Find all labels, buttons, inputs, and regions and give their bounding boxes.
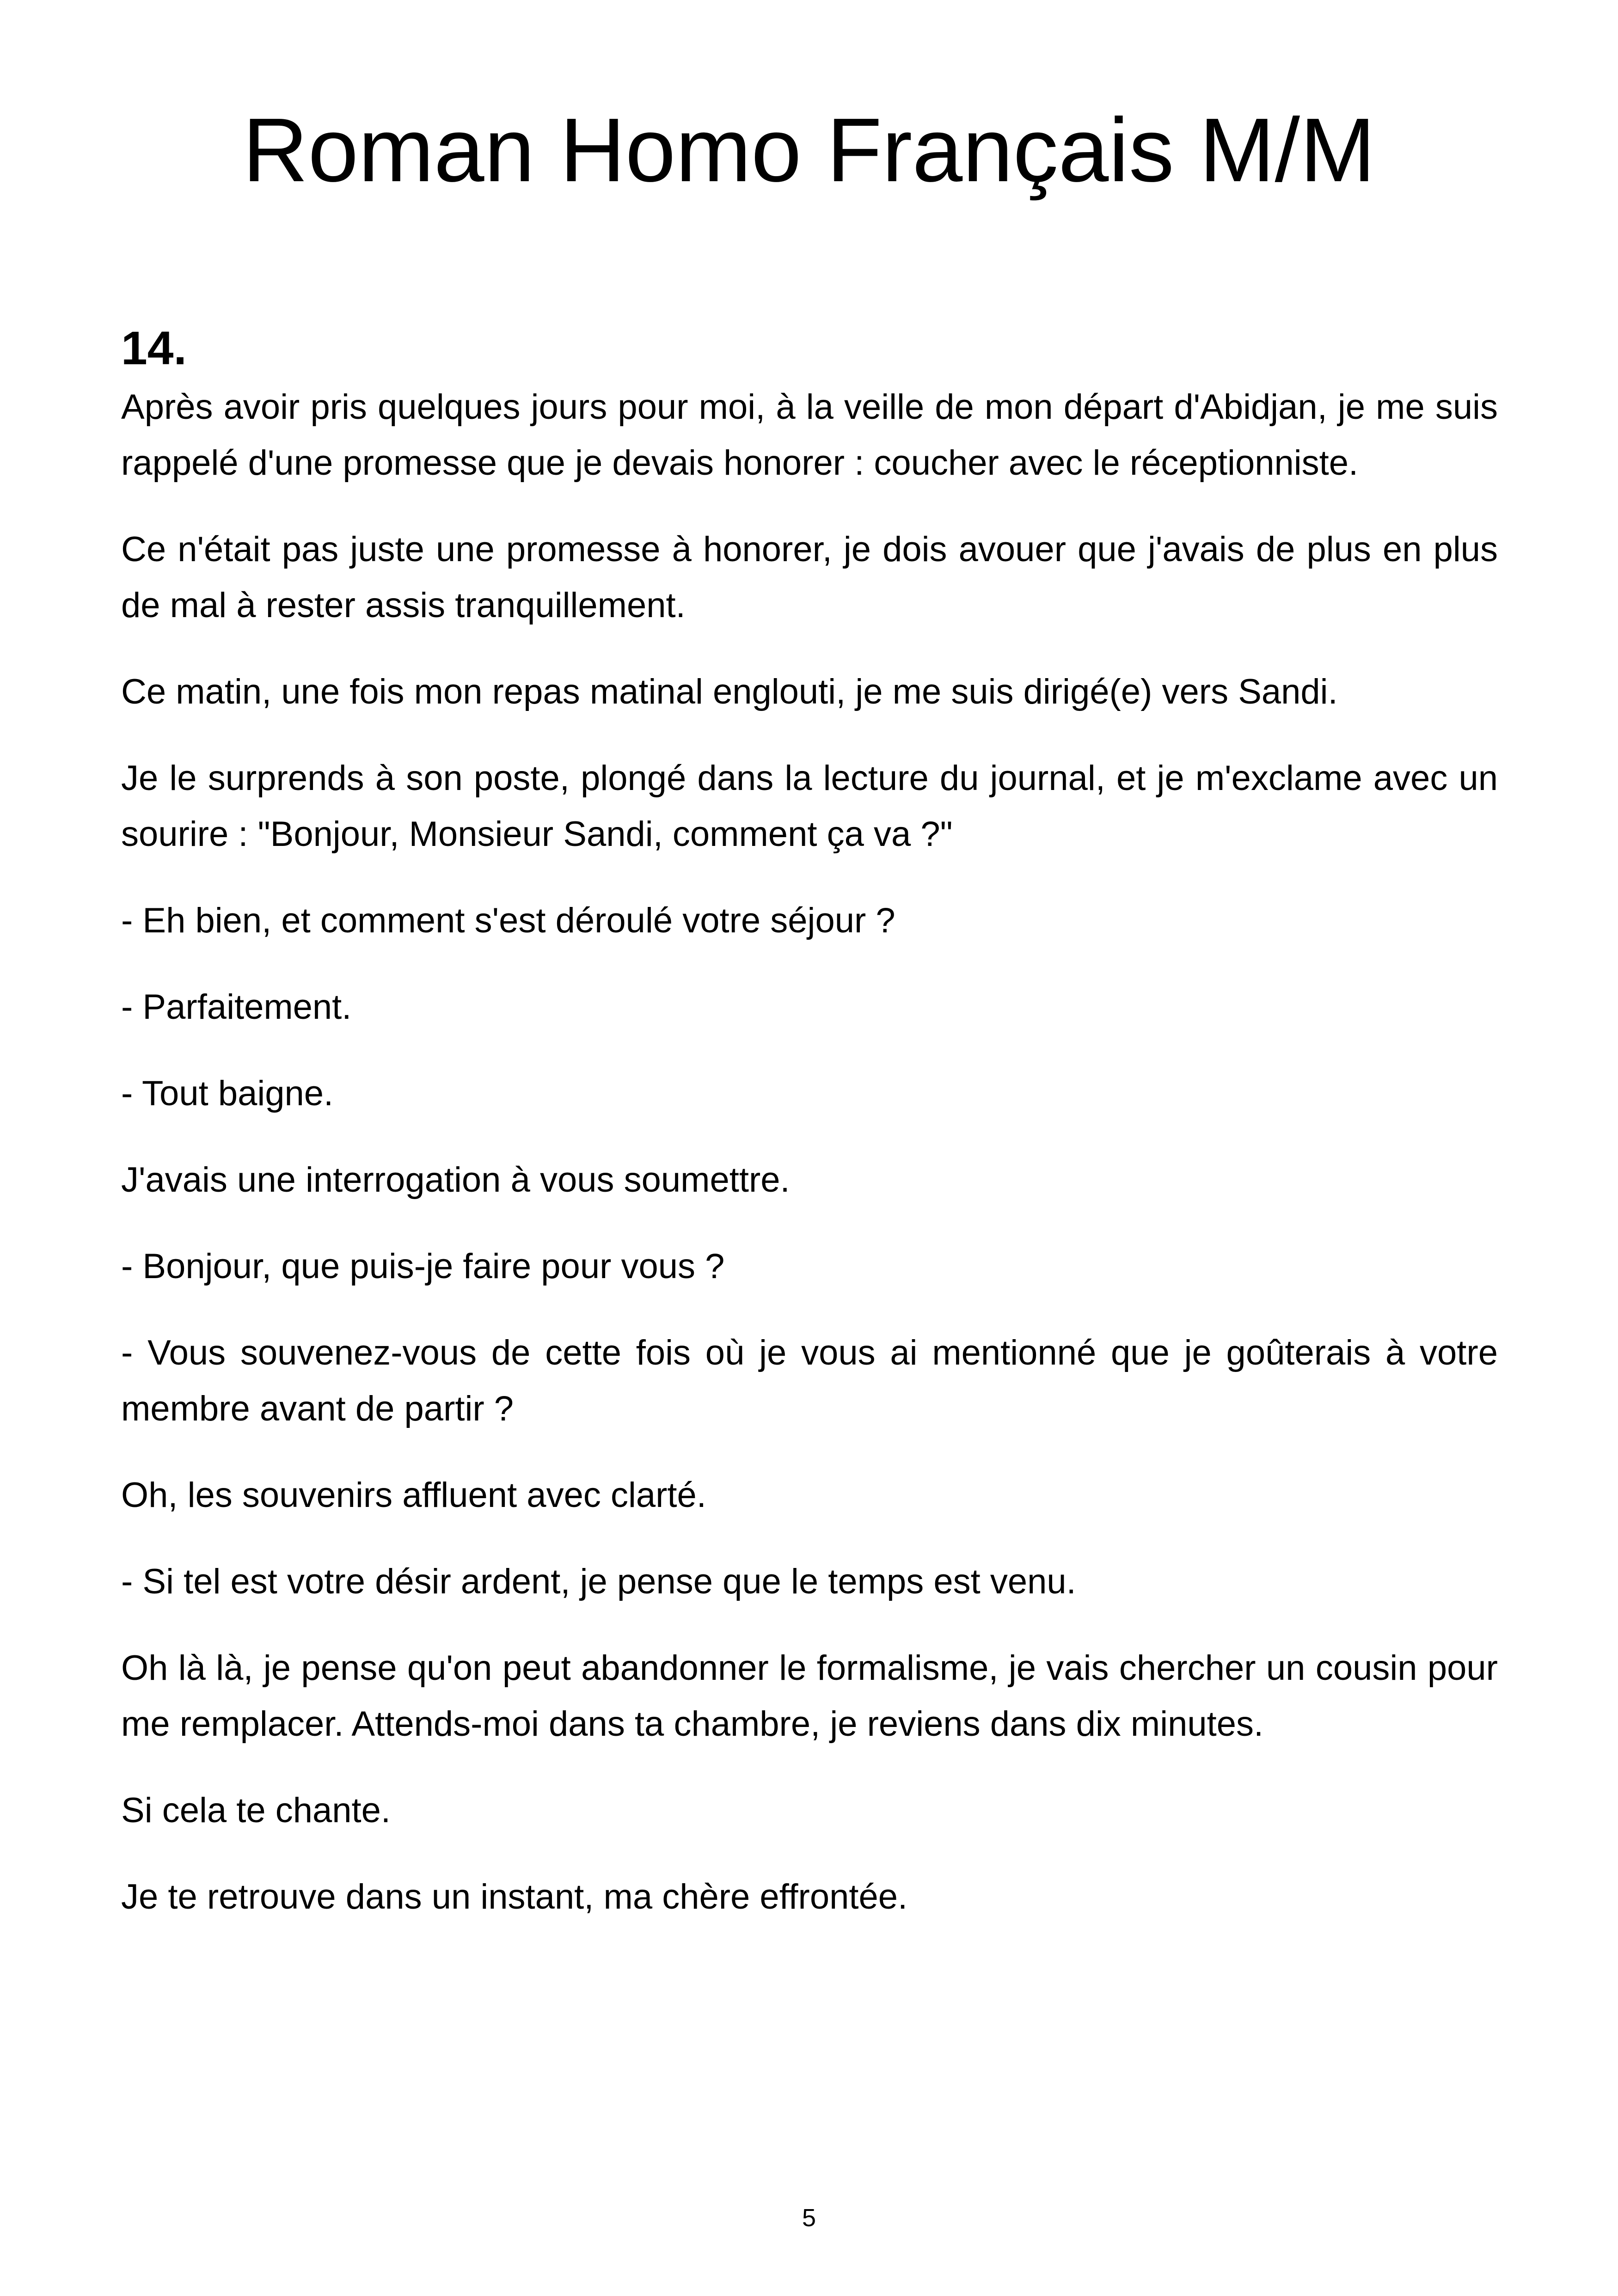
dialogue-line: - Parfaitement.	[121, 987, 352, 1027]
dialogue-line: - Si tel est votre désir ardent, je pense que le temps est venu.	[121, 1562, 1076, 1601]
paragraph: Ce matin, une fois mon repas matinal englouti, je me suis dirigé(e) vers Sandi.	[121, 672, 1338, 711]
paragraph: Ce n'était pas juste une promesse à honorer, je dois avouer que j'avais de plus en plus de mal à rester assis tranquillement.	[121, 530, 1498, 625]
chapter-body	[121, 379, 1498, 1955]
paragraph: Je le surprends à son poste, plongé dans la lecture du journal, et je m'exclame avec un sourire : "Bonjour, Monsieur Sandi, comment ça va ?"	[121, 759, 1498, 854]
document-title: Roman Homo Français M/M	[242, 99, 1376, 201]
dialogue-line: - Eh bien, et comment s'est déroulé votre séjour ?	[121, 901, 895, 940]
paragraph: Oh là là, je pense qu'on peut abandonner le formalisme, je vais chercher un cousin pour me remplacer. Attends-moi dans ta chambre, je reviens dans dix minutes.	[121, 1648, 1498, 1744]
paragraph: Je te retrouve dans un instant, ma chère effrontée.	[121, 1877, 908, 1916]
chapter-number: 14.	[121, 322, 187, 374]
paragraph: Si cela te chante.	[121, 1791, 391, 1830]
dialogue-line: - Tout baigne.	[121, 1074, 334, 1113]
paragraph: Oh, les souvenirs affluent avec clarté.	[121, 1476, 706, 1515]
dialogue-line: - Bonjour, que puis-je faire pour vous ?	[121, 1247, 725, 1286]
paragraph: J'avais une interrogation à vous soumettre.	[121, 1160, 790, 1200]
dialogue-line: - Vous souvenez-vous de cette fois où je vous ai mentionné que je goûterais à votre membre avant de partir ?	[121, 1333, 1498, 1428]
page-number: 5	[802, 2204, 816, 2232]
paragraph: Après avoir pris quelques jours pour moi, à la veille de mon départ d'Abidjan, je me suis rappelé d'une promesse que je devais honorer : coucher avec le réceptionniste.	[121, 387, 1498, 483]
